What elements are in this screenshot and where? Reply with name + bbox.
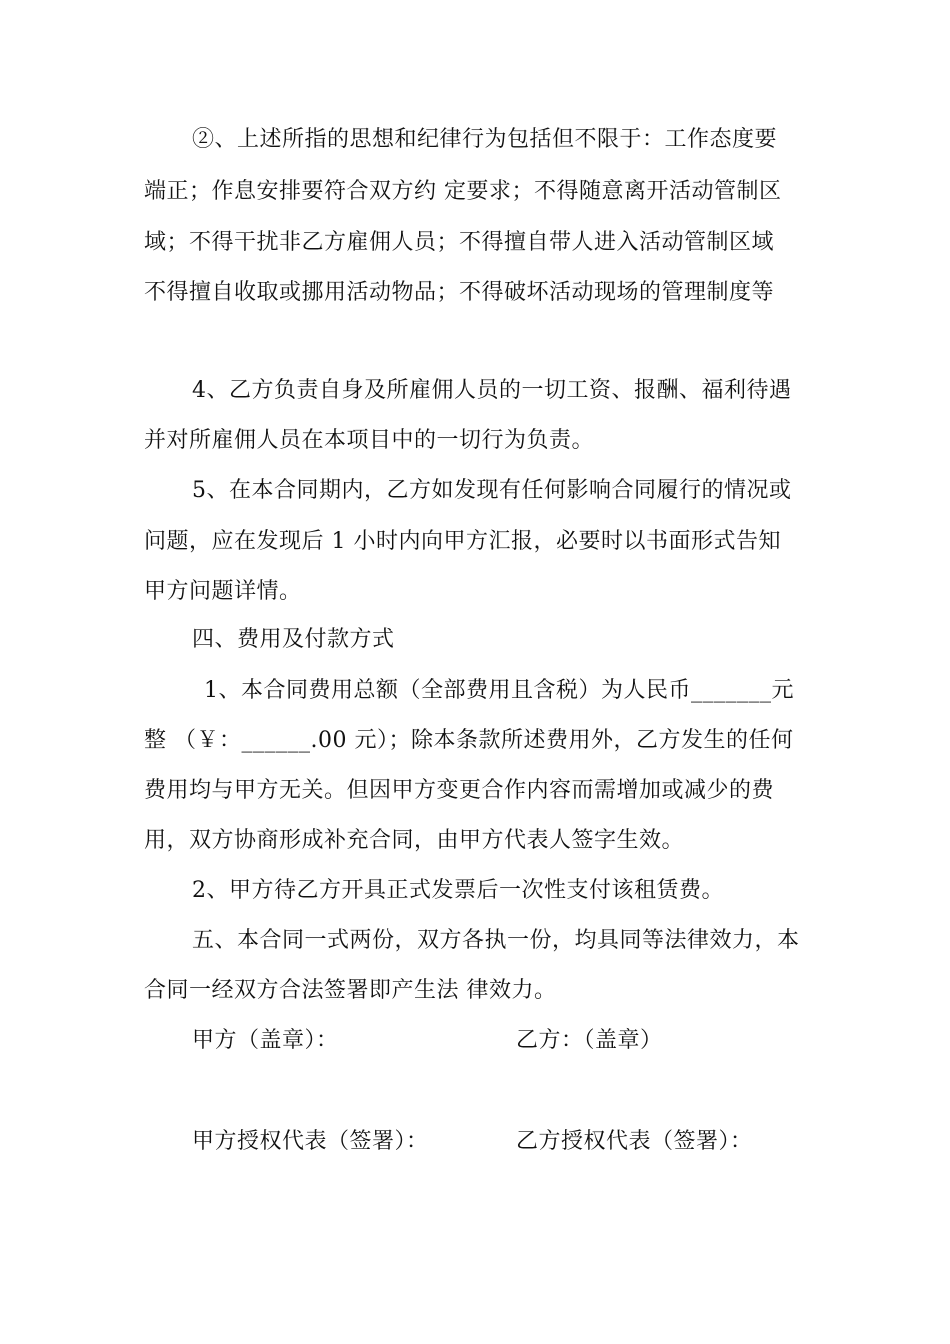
clause-2-line-1: ②、上述所指的思想和纪律行为包括但不限于：工作态度要 — [192, 127, 778, 152]
party-b-seal-label: 乙方：（盖章） — [516, 1028, 663, 1053]
clause-2-line-4: 不得擅自收取或挪用活动物品；不得破坏活动现场的管理制度等 — [144, 280, 775, 305]
fee-clause-2: 2、甲方待乙方开具正式发票后一次性支付该租赁费。 — [192, 878, 724, 903]
party-a-seal-label: 甲方（盖章）： — [192, 1028, 339, 1053]
clause-5-line-3: 甲方问题详情。 — [144, 579, 302, 604]
fee-clause-1-line-3: 费用均与甲方无关。但因甲方变更合作内容而需增加或减少的费 — [144, 778, 775, 803]
fee-clause-1-line-4: 用，双方协商形成补充合同，由甲方代表人签字生效。 — [144, 828, 685, 853]
party-b-representative-label: 乙方授权代表（签署）： — [516, 1129, 753, 1154]
fee-clause-1-line-2: 整 （￥：______.00 元）；除本条款所述费用外，乙方发生的任何 — [144, 728, 794, 753]
clause-4-line-2: 并对所雇佣人员在本项目中的一切行为负责。 — [144, 428, 595, 453]
fee-clause-1-line-1: 1、本合同费用总额（全部费用且含税）为人民币_______元 — [204, 678, 794, 703]
party-a-representative-label: 甲方授权代表（签署）： — [192, 1129, 429, 1154]
clause-5-line-1: 5、在本合同期内，乙方如发现有任何影响合同履行的情况或 — [192, 478, 792, 503]
section-5-line-1: 五、本合同一式两份，双方各执一份，均具同等法律效力，本 — [192, 928, 800, 953]
clause-2-line-3: 域；不得干扰非乙方雇佣人员；不得擅自带人进入活动管制区域 — [144, 230, 775, 255]
clause-2-line-2: 端正；作息安排要符合双方约 定要求；不得随意离开活动管制区 — [144, 179, 782, 204]
section-5-line-2: 合同一经双方合法签署即产生法 律效力。 — [144, 978, 557, 1003]
clause-4-line-1: 4、乙方负责自身及所雇佣人员的一切工资、报酬、福利待遇 — [192, 378, 792, 403]
clause-5-line-2: 问题，应在发现后 1 小时内向甲方汇报，必要时以书面形式告知 — [144, 529, 781, 554]
section-4-heading: 四、费用及付款方式 — [192, 627, 395, 652]
